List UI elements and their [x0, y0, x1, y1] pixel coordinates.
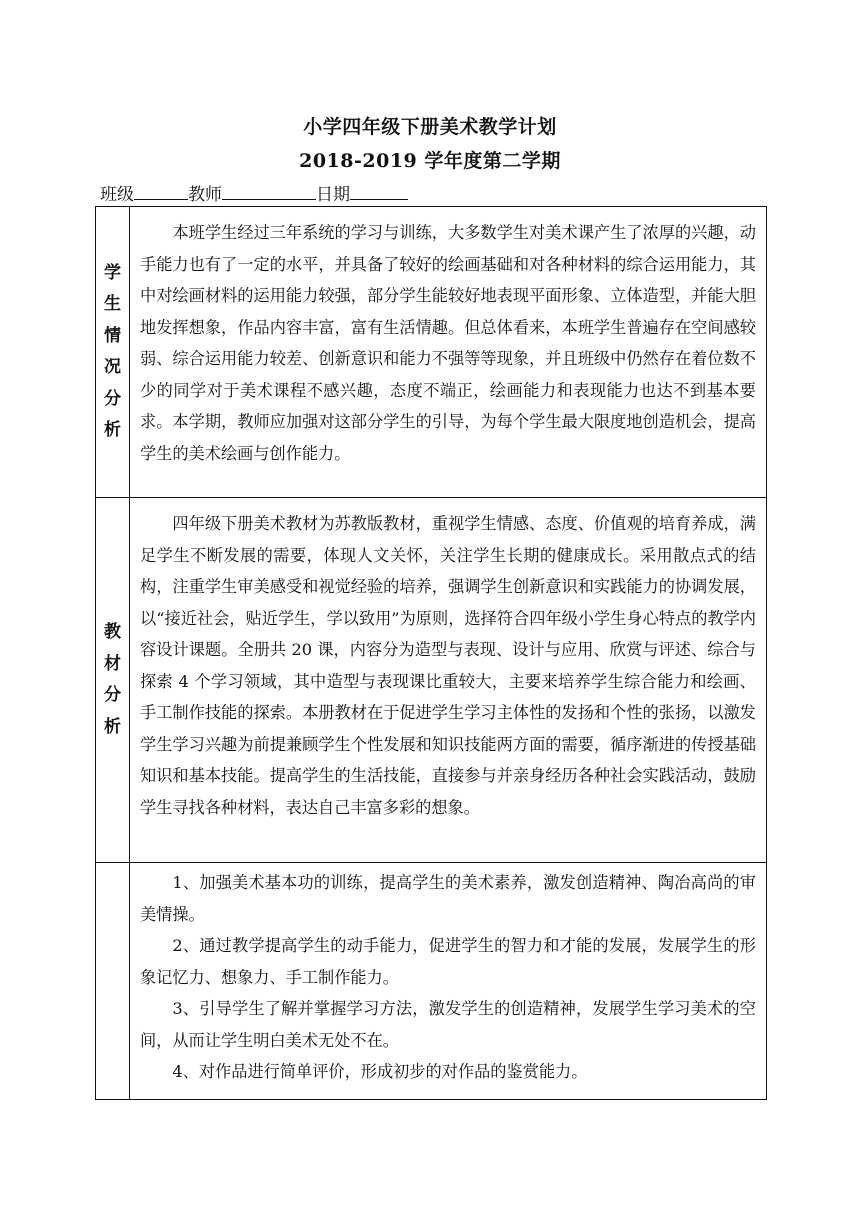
class-blank[interactable]	[134, 182, 188, 200]
section-heading	[96, 498, 130, 862]
section-heading	[96, 863, 130, 1099]
heading-char: 析	[104, 420, 121, 440]
section-body	[130, 207, 766, 497]
meta-line	[100, 182, 408, 206]
paragraph: 四年级下册美术教材为苏教版教材，重视学生情感、态度、价值观的培育养成，满足学生不断发展的需要，体现人文关怀，关注学生长期的健康成长。采用散点式的结构，注重学生审美感受和视觉经验的培养，强调学生创新意识和实践能力的协调发展，以“接近社会，贴近学生，学以致用”为原则，选择符合四年级小学生身心特点的教学内容设计课题。全册共 20 课，内容分为造型与表现、设计与应用、欣赏与评述、综合与探索 4 个学习领域，其中造型与表现课比重较大，主要来培养学生综合能力和绘画、手工制作技能的探索。本册教材在于促进学生学习主体性的发扬和个性的张扬，以激发学生学习兴趣为前提兼顾学生个性发展和知识技能两方面的需要，循序渐进的传授基础知识和基本技能。提高学生的生活技能，直接参与并亲身经历各种社会实践活动，鼓励学生寻找各种材料，表达自己丰富多彩的想象。	[140, 514, 756, 817]
section-body	[130, 863, 766, 1099]
date-blank[interactable]	[350, 182, 408, 200]
heading-char: 情	[104, 325, 121, 346]
heading-char: 生	[104, 294, 121, 314]
heading-char: 分	[104, 388, 121, 409]
class-label: 班级	[100, 185, 134, 205]
teacher-label: 教师	[188, 185, 222, 205]
teacher-blank[interactable]	[222, 182, 316, 200]
paragraph: 本班学生经过三年系统的学习与训练，大多数学生对美术课产生了浓厚的兴趣，动手能力也有了一定的水平，并具备了较好的绘画基础和对各种材料的综合运用能力，其中对绘画材料的运用能力较强，部分学生能较好地表现平面形象、立体造型，并能大胆地发挥想象，作品内容丰富，富有生活情趣。但总体看来，本班学生普遍存在空间感较弱、综合运用能力较差、创新意识和能力不强等等现象，并且班级中仍然存在着位数不少的同学对于美术课程不感兴趣，态度不端正，绘画能力和表现能力也达不到基本要求。本学期，教师应加强对这部分学生的引导，为每个学生最大限度地创造机会，提高学生的美术绘画与创作能力。	[140, 223, 756, 463]
section-student-analysis	[96, 207, 766, 497]
paragraph: 3、引导学生了解并掌握学习方法，激发学生的创造精神，发展学生学习美术的空间，从而让学生明白美术无处不在。	[140, 999, 756, 1050]
plan-table	[95, 206, 767, 1100]
section-heading	[96, 207, 130, 497]
date-label: 日期	[316, 185, 350, 205]
paragraph: 1、加强美术基本功的训练，提高学生的美术素养，激发创造精神、陶冶高尚的审美情操。	[140, 873, 756, 924]
section-goals	[96, 862, 766, 1099]
heading-char: 析	[104, 716, 121, 737]
section-textbook-analysis	[96, 497, 766, 862]
section-body	[130, 498, 766, 862]
paragraph: 4、对作品进行简单评价，形成初步的对作品的鉴赏能力。	[172, 1062, 588, 1081]
heading-char: 材	[104, 653, 121, 674]
document-title: 小学四年级下册美术教学计划	[303, 116, 557, 138]
heading-char: 教	[104, 622, 121, 642]
heading-char: 分	[104, 685, 121, 705]
paragraph: 2、通过教学提高学生的动手能力，促进学生的智力和才能的发展，发展学生的形象记忆力、想象力、手工制作能力。	[140, 936, 756, 987]
heading-char: 学	[104, 262, 121, 283]
heading-char: 况	[104, 357, 121, 377]
document-subtitle: 2018-2019 学年度第二学期	[299, 150, 561, 172]
